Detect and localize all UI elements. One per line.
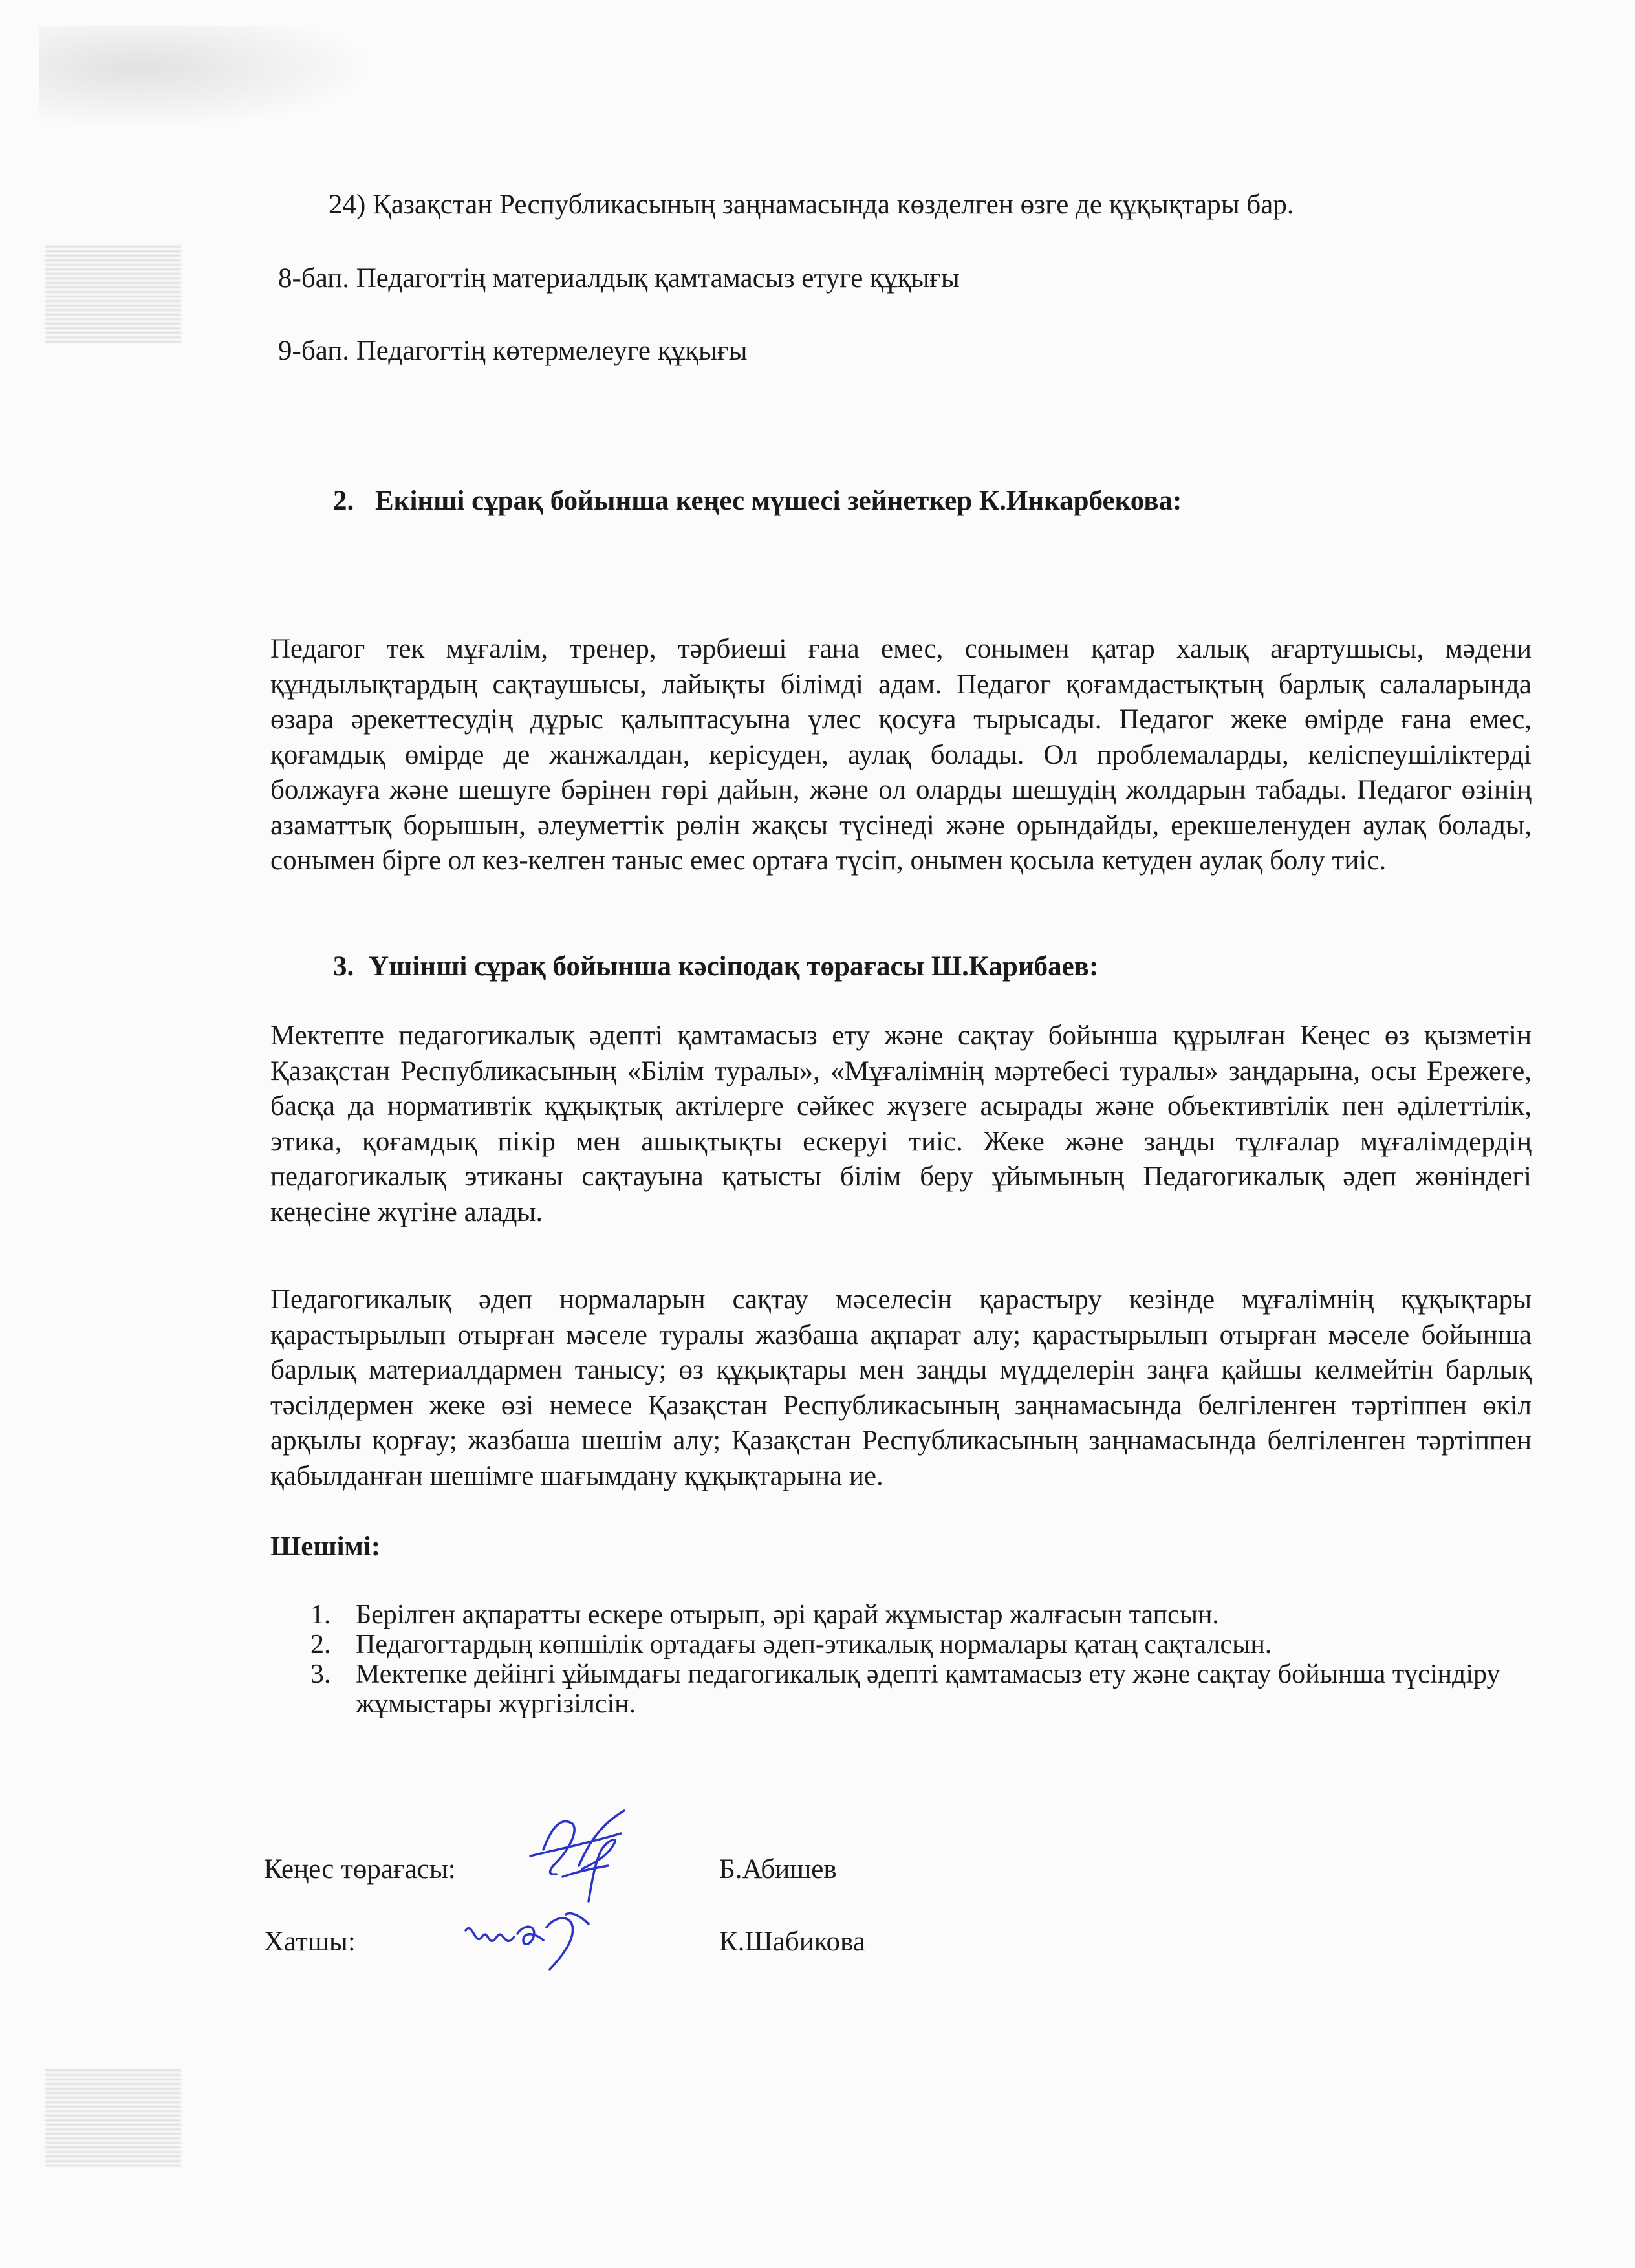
question3-paragraph-2: Педагогикалық әдеп нормаларын сақтау мәселесін қарастыру кезінде мұғалімнің құқықтары қарастырылып отырған мәселе туралы жазбаша ақпарат алу; қарастырылып отырған мәселе бойынша барлық материалдармен танысу; өз құқықтары мен заңды мүдделерін заңға қайшы келмейтін барлық тәсілдермен жеке өзі немесе Қазақстан Республикасының заңнамасында белгіленген тәртіппен өкіл арқылы қорғау; жазбаша шешім алу; Қазақстан Республикасының заңнамасында белгіленген тәртіппен қабылданған шешімге шағымдану құқықтарына ие.: [270, 1284, 1532, 1491]
secretary-name: К.Шабикова: [719, 1927, 865, 1957]
chair-signature: [517, 1804, 647, 1908]
decision-item: 1. Берілген ақпаратты ескере отырып, әрі қарай жұмыстар жалғасын тапсын.: [310, 1600, 1219, 1630]
decision-item: 3. Мектепке дейінгі ұйымдағы педагогикалық әдепті қамтамасыз ету және сақтау бойынша түсіндіру жұмыстары жүргізілсін.: [310, 1659, 1500, 1719]
rights-item-24: 24) Қазақстан Республикасының заңнамасында көзделген өзге де құқықтары бар.: [329, 189, 1294, 220]
question3-heading: Үшінші сұрақ бойынша кәсіподақ төрағасы Ш.Карибаев:: [369, 951, 1099, 982]
question3-paragraph-1: Мектепте педагогикалық әдепті қамтамасыз ету және сақтау бойынша құрылған Кеңес өз қызметін Қазақстан Республикасының «Білім туралы», «Мұғалімнің мәртебесі туралы» заңдарына, осы Ережеге, басқа да нормативтік құқықтық актілерге сәйкес жүзеге асырады және объективтілік пен әділеттілік, этика, қоғамдық пікір мен ашықтықты ескеруі тиіс. Жеке және заңды тұлғалар мұғалімдердің педагогикалық этиканы сақтауына қатысты білім беру ұйымының Педагогикалық әдеп жөніндегі кеңесіне жүгіне алады.: [270, 1021, 1532, 1227]
question2-text: Педагог тек мұғалім, тренер, тәрбиеші ғана емес, сонымен қатар халық ағартушысы, мәдени құндылықтардың сақтаушысы, лайықты білімді адам. Педагог қоғамдастықтың барлық салаларында өзара әрекеттесудің дұрыс қалыптасуына үлес қосуға тырысады. Педагог жеке өмірде ғана емес, қоғамдық өмірде де жанжалдан, керісуден, аулақ болады. Ол проблемаларды, келіспеушіліктерді болжауға және шешуге бәрінен гөрі дайын, және ол оларды шешудің жолдарын табады. Педагог өзінің азаматтық борышын, әлеуметтік рөлін жақсы түсінеді және орындайды, ерекшеленуден аулақ болады, сонымен бірге ол кез-келген таныс емес ортаға түсіп, онымен қосыла кетуден аулақ болу тиіс.: [270, 634, 1532, 876]
secretary-signature: [459, 1901, 608, 1972]
chair-label: Кеңес төрағасы:: [264, 1854, 456, 1885]
question2-number: 2.: [333, 486, 354, 516]
article-9-title: 9-бап. Педагогтің көтермелеуге құқығы: [278, 336, 748, 366]
secretary-label: Хатшы:: [264, 1927, 356, 1957]
article-8-title: 8-бап. Педагогтің материалдық қамтамасыз етуге құқығы: [278, 263, 960, 294]
question2-heading: Екінші сұрақ бойынша кеңес мүшесі зейнеткер К.Инкарбекова:: [375, 486, 1182, 516]
chair-name: Б.Абишев: [719, 1854, 837, 1885]
decision-item: 2. Педагогтардың көпшілік ортадағы әдеп-этикалық нормалары қатаң сақталсын.: [310, 1630, 1272, 1659]
decision-list: [310, 1600, 1552, 1719]
scan-artifact: [45, 246, 181, 343]
question3-number: 3.: [333, 951, 354, 982]
scan-artifact: [39, 26, 375, 129]
decision-heading: Шешімі:: [270, 1531, 381, 1562]
scan-artifact: [45, 2069, 181, 2166]
